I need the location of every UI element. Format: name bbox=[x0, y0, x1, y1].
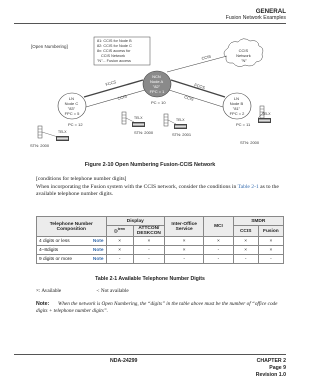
figure-caption: Figure 2-10 Open Numbering Fusion-CCIS Network bbox=[84, 162, 216, 168]
ln-b-label: "81" bbox=[232, 106, 241, 111]
telx-label-mid: TELX bbox=[176, 118, 185, 122]
telephone-icon bbox=[132, 122, 145, 127]
network-diagram bbox=[22, 34, 280, 156]
digits-table bbox=[36, 216, 284, 264]
ln-b-label: Node B bbox=[229, 101, 244, 106]
col-display: Display bbox=[106, 217, 164, 226]
note-label: Note: bbox=[36, 301, 50, 307]
conditions-heading: [conditions for telephone number digits] bbox=[36, 176, 127, 182]
stn-center: STN: 2000 bbox=[134, 130, 154, 135]
footer-rule bbox=[14, 354, 286, 355]
ln-c-label: "83" bbox=[67, 106, 76, 111]
ncn-label: Node A bbox=[149, 79, 163, 84]
table-row: 4 digits or less Note × × × × × × bbox=[37, 237, 284, 246]
ln-b-label: FPC = 2 bbox=[229, 111, 245, 116]
ccis-label-right: CCIS bbox=[183, 94, 195, 102]
fccs-label-right: FCCS bbox=[193, 82, 206, 91]
note-link[interactable]: Note bbox=[92, 247, 104, 253]
col-mci: MCI bbox=[204, 217, 233, 237]
col-composition: Telephone Number Composition bbox=[37, 217, 107, 237]
callout-line: CCIS Network bbox=[101, 54, 126, 58]
table-row: 9 digits or more Note - - - - - - bbox=[37, 255, 284, 264]
table-link[interactable]: Table 2-1 bbox=[237, 184, 259, 190]
open-numbering-label: [Open Numbering] bbox=[31, 44, 68, 49]
col-attcon: ATTCON/ DESKCON bbox=[133, 226, 164, 237]
ccis-label-left: CCIS bbox=[116, 93, 128, 101]
pbx-tower-icon bbox=[122, 112, 126, 124]
ccis-link-cloud bbox=[167, 53, 227, 72]
ln-c-label: FPC = 5 bbox=[64, 111, 80, 116]
header-title: GENERAL bbox=[255, 8, 286, 15]
callout-line: 8x: CCIS access for bbox=[97, 49, 131, 53]
note-text: When the network is Open Numbering, the “digits” in the table above must be the number of “office code digits + telephone number digits”. bbox=[36, 301, 278, 314]
stn-left: STN: 2000 bbox=[30, 143, 50, 148]
pc-left: PC = 12 bbox=[68, 122, 83, 127]
telephone-icon bbox=[56, 136, 69, 141]
ccis-network-label: "N" bbox=[241, 58, 247, 63]
stn-mid: STN: 2001 bbox=[172, 132, 192, 137]
ncn-label: "82" bbox=[152, 84, 161, 89]
ncn-label: FPC = 1 bbox=[149, 89, 165, 94]
col-fusion: Fusion bbox=[258, 226, 283, 237]
ccis-link-left bbox=[86, 90, 145, 107]
pbx-tower-icon bbox=[38, 126, 42, 138]
ln-b-label: LN bbox=[233, 96, 239, 101]
pc-right: PC = 11 bbox=[236, 122, 251, 127]
ccis-network-label: Network bbox=[236, 53, 251, 58]
col-interoffice: Inter-Office Service bbox=[165, 217, 204, 237]
pc-center: PC = 10 bbox=[151, 100, 166, 105]
col-smdr: SMDR bbox=[233, 217, 283, 226]
legend-available: ×: Available bbox=[36, 288, 62, 294]
callout-line: 81: CCIS for Node B bbox=[97, 39, 132, 43]
stn-right: STN: 2000 bbox=[240, 140, 260, 145]
ccis-link-label: CCIS bbox=[200, 53, 212, 61]
ncn-label: NCN bbox=[152, 74, 161, 79]
telephone-icon bbox=[258, 118, 271, 123]
fccs-label-left: FCCS bbox=[104, 79, 117, 87]
table-caption: Table 2-1 Available Telephone Number Digits bbox=[95, 276, 205, 282]
ln-c-label: LN bbox=[68, 96, 74, 101]
col-dterm: $D^{term}$ bbox=[106, 226, 133, 237]
telephone-icon bbox=[174, 124, 187, 129]
ccis-link-right bbox=[169, 90, 223, 107]
telx-label-center: TELX bbox=[134, 116, 143, 120]
telx-label-left: TELX bbox=[58, 130, 67, 134]
ccis-network-label: CCIS bbox=[238, 48, 249, 53]
callout-line: "N"... Fusion access bbox=[97, 59, 131, 63]
note-link[interactable]: Note bbox=[92, 256, 104, 262]
callout-line: 82: CCIS for Node C bbox=[97, 44, 132, 48]
telx-label-right: TELX bbox=[262, 112, 271, 116]
table-legend bbox=[36, 288, 163, 294]
table-row: 4–8digits Note × - × - × × bbox=[37, 246, 284, 255]
header-subtitle: Fusion Network Examples bbox=[225, 15, 286, 21]
footer-page-info: CHAPTER 2 Page 9 Revision 1.0 bbox=[255, 358, 286, 378]
pbx-tower-icon bbox=[164, 114, 168, 126]
intro-paragraph: When incorporating the Fusion system with the CCIS network, consider the conditions in Table 2-1 as to the available telephone number digits. bbox=[36, 184, 279, 198]
svg-text:81: CCIS for Node B 82: CC bbox=[97, 39, 133, 63]
note-link[interactable]: Note bbox=[92, 238, 104, 244]
col-ccis: CCIS bbox=[233, 226, 258, 237]
legend-not-available: -: Not available bbox=[96, 288, 129, 294]
header-rule bbox=[14, 23, 286, 24]
ln-c-label: Node C bbox=[64, 101, 79, 106]
footer-doc-number: NDA-24299 bbox=[110, 358, 138, 364]
note-block bbox=[36, 301, 280, 315]
